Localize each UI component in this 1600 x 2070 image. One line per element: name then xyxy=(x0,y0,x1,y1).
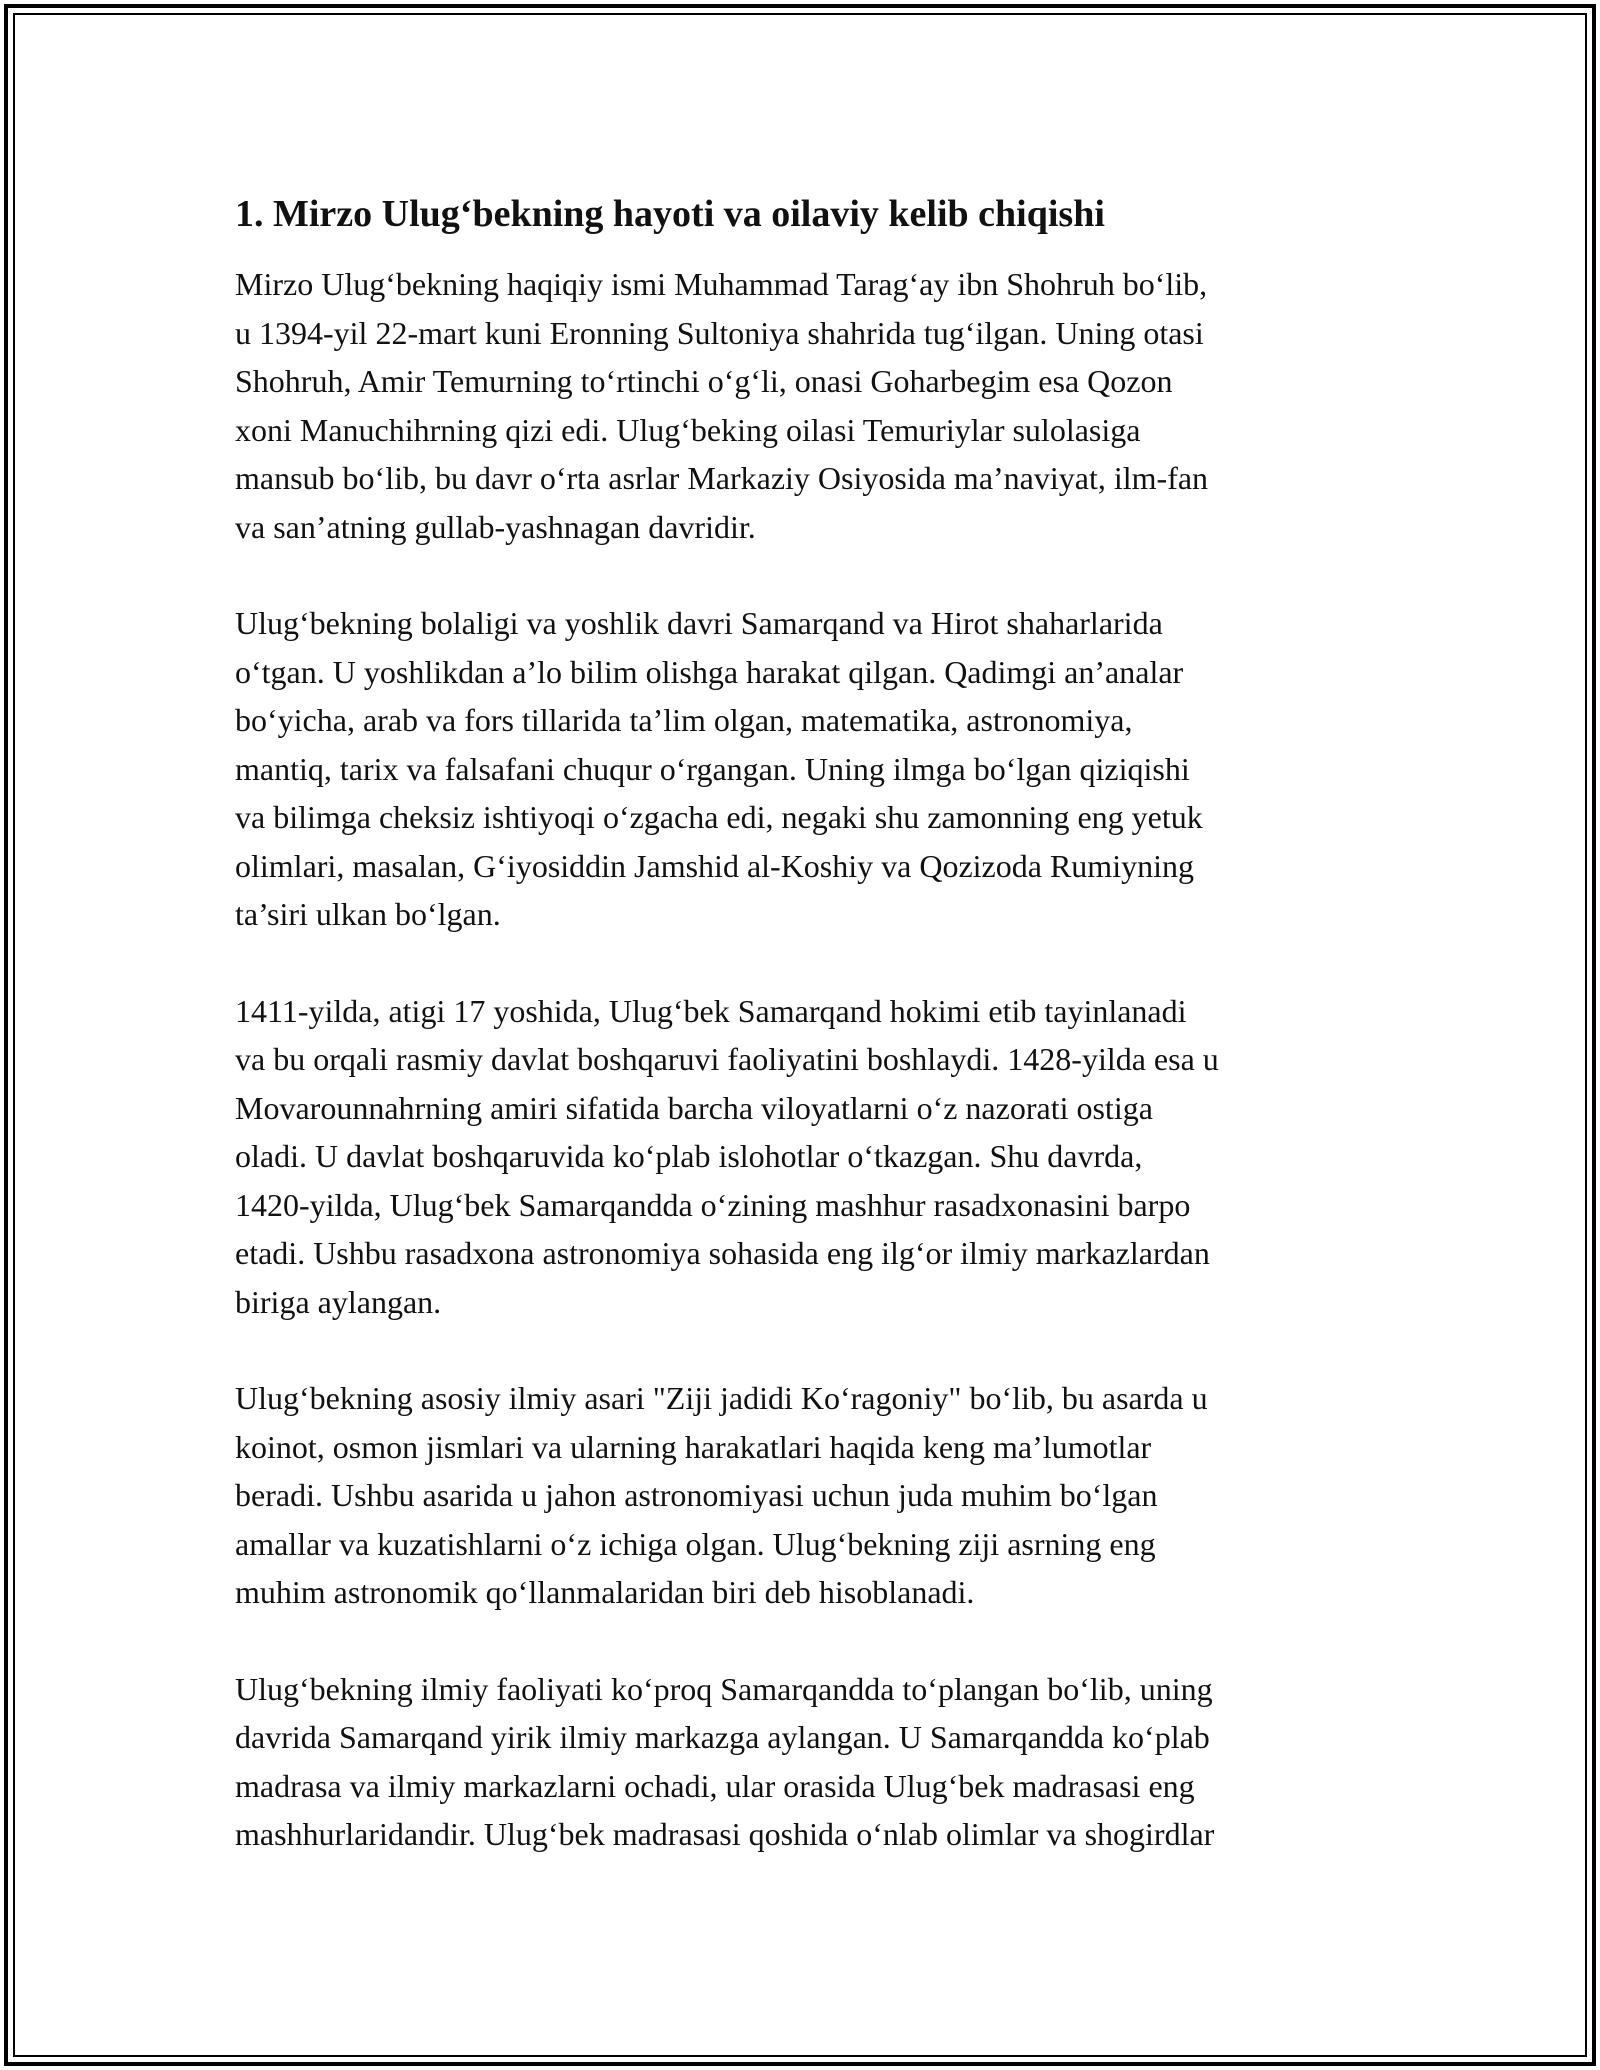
text-line: madrasa va ilmiy markazlarni ochadi, ular orasida Ulug‘bek madrasasi eng xyxy=(235,1767,1195,1804)
section-heading: 1. Mirzo Ulug‘bekning hayoti va oilaviy kelib chiqishi xyxy=(235,193,1105,235)
text-line: Ulug‘bekning ilmiy faoliyati ko‘proq Samarqandda to‘plangan bo‘lib, uning xyxy=(235,1670,1213,1707)
text-line: mansub bo‘lib, bu davr o‘rta asrlar Markaziy Osiyosida ma’naviyat, ilm-fan xyxy=(235,460,1209,496)
text-line: va bu orqali rasmiy davlat boshqaruvi faoliyatini boshlaydi. 1428-yilda esa u xyxy=(235,1041,1219,1077)
text-line: va bilimga cheksiz ishtiyoqi o‘zgacha edi, negaki shu zamonning eng yetuk xyxy=(235,799,1203,835)
text-line: Movarounnahrning amiri sifatida barcha viloyatlarni o‘z nazorati ostiga xyxy=(235,1089,1153,1126)
text-line: koinot, osmon jismlari va ularning harakatlari haqida keng ma’lumotlar xyxy=(235,1428,1152,1465)
text-line: Shohruh, Amir Temurning to‘rtinchi o‘g‘li, onasi Goharbegim esa Qozon xyxy=(235,363,1173,399)
text-line: va san’atning gullab-yashnagan davridir. xyxy=(235,508,756,545)
text-line: Mirzo Ulug‘bekning haqiqiy ismi Muhammad Tarag‘ay ibn Shohruh bo‘lib, xyxy=(235,266,1208,302)
text-line: Ulug‘bekning bolaligi va yoshlik davri Samarqand va Hirot shaharlarida xyxy=(235,605,1163,641)
text-line: biriga aylangan. xyxy=(235,1283,442,1320)
text-line: davrida Samarqand yirik ilmiy markazga aylangan. U Samarqandda ko‘plab xyxy=(235,1719,1210,1755)
text-line: 1411-yilda, atigi 17 yoshida, Ulug‘bek Samarqand hokimi etib tayinlanadi xyxy=(235,992,1187,1029)
text-line: o‘tgan. U yoshlikdan a’lo bilim olishga harakat qilgan. Qadimgi an’analar xyxy=(235,653,1184,690)
text-line: Ulug‘bekning asosiy ilmiy asari "Ziji jadidi Ko‘ragoniy" bo‘lib, bu asarda u xyxy=(235,1380,1208,1416)
text-line: oladi. U davlat boshqaruvida ko‘plab islohotlar o‘tkazgan. Shu davrda, xyxy=(235,1138,1143,1174)
text-line: etadi. Ushbu rasadxona astronomiya sohasida eng ilg‘or ilmiy markazlardan xyxy=(235,1235,1210,1271)
paragraph-2 xyxy=(235,599,1375,939)
text-line: muhim astronomik qo‘llanmalaridan biri deb hisoblanadi. xyxy=(235,1574,975,1610)
document-content xyxy=(235,186,1375,1907)
text-line: olimlari, masalan, G‘iyosiddin Jamshid al-Koshiy va Qozizoda Rumiyning xyxy=(235,847,1194,884)
text-line: amallar va kuzatishlarni o‘z ichiga olgan. Ulug‘bekning ziji asrning eng xyxy=(235,1525,1156,1562)
paragraph-4 xyxy=(235,1374,1375,1617)
text-line: mashhurlaridandir. Ulug‘bek madrasasi qoshida o‘nlab olimlar va shogirdlar xyxy=(235,1816,1215,1852)
text-line: mantiq, tarix va falsafani chuqur o‘rgangan. Uning ilmga bo‘lgan qiziqishi xyxy=(235,750,1190,787)
text-line: 1420-yilda, Ulug‘bek Samarqandda o‘zining mashhur rasadxonasini barpo xyxy=(235,1186,1191,1223)
text-line: bo‘yicha, arab va fors tillarida ta’lim olgan, matematika, astronomiya, xyxy=(235,702,1133,738)
paragraph-1 xyxy=(235,260,1375,551)
text-line: u 1394-yil 22-mart kuni Eronning Sultoniya shahrida tug‘ilgan. Uning otasi xyxy=(235,314,1204,351)
paragraph-5 xyxy=(235,1665,1375,1859)
paragraph-3 xyxy=(235,987,1375,1327)
text-line: beradi. Ushbu asarida u jahon astronomiyasi uchun juda muhim bo‘lgan xyxy=(235,1477,1158,1513)
text-line: xoni Manuchihrning qizi edi. Ulug‘beking oilasi Temuriylar sulolasiga xyxy=(235,411,1141,448)
text-line: ta’siri ulkan bo‘lgan. xyxy=(235,896,501,932)
